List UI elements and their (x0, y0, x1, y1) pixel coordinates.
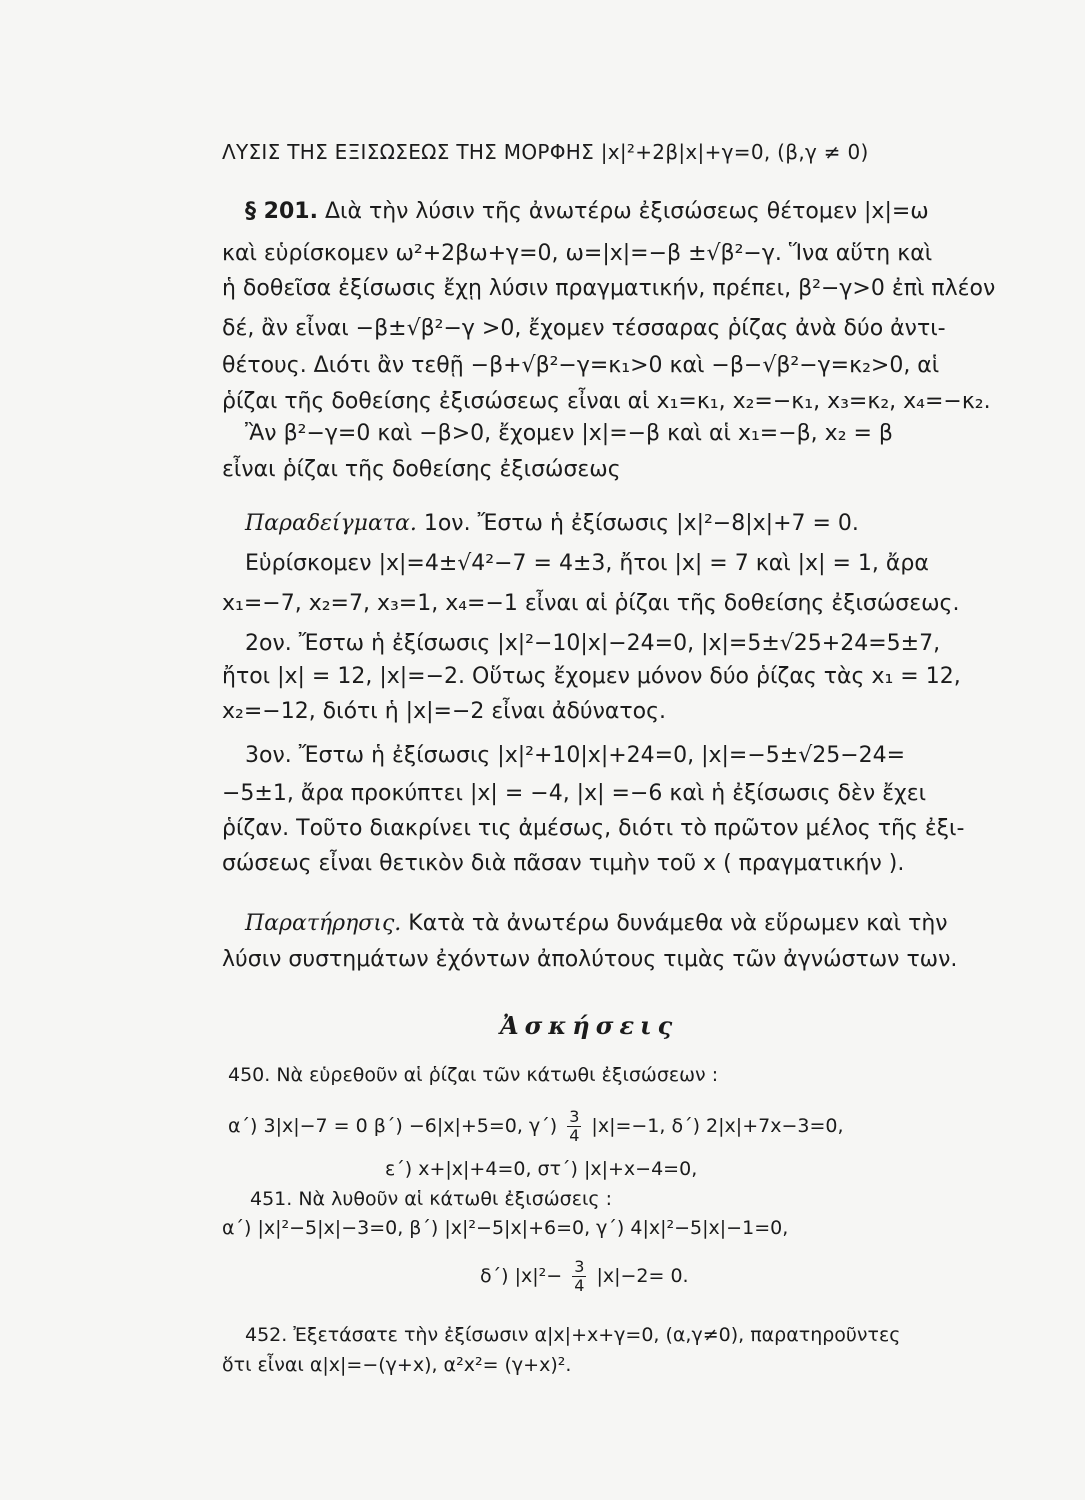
section-text: Διὰ τὴν λύσιν τῆς ἀνωτέρω ἐξισώσεως θέτομεν |x|=ω (324, 199, 929, 224)
remark-label: Παρατήρησις. (245, 911, 402, 936)
exercise-452-line-1: 452. Ἐξετάσατε τὴν ἐξίσωσιν α|x|+x+γ=0, (α,γ≠0), παρατηροῦντες (245, 1324, 901, 1346)
section-201-line-3: ἡ δοθεῖσα ἐξίσωσις ἔχῃ λύσιν πραγματικήν, πρέπει, β²−γ>0 ἐπὶ πλέον (222, 276, 996, 301)
examples-line-3: x₁=−7, x₂=7, x₃=1, x₄=−1 εἶναι αἱ ῥίζαι τῆς δοθείσης ἐξισώσεως. (222, 591, 960, 616)
remark-text: Κατὰ τὰ ἀνωτέρω δυνάμεθα νὰ εὕρωμεν καὶ τὴν (408, 911, 948, 936)
exercise-451-row-2-part-a: δ΄) |x|²− (480, 1265, 563, 1287)
examples-line-8: −5±1, ἄρα προκύπτει |x| = −4, |x| =−6 καὶ ἡ ἐξίσωσις δὲν ἔχει (222, 781, 927, 806)
section-201-line-5: θέτους. Διότι ἂν τεθῇ −β+√β²−γ=κ₁>0 καὶ −β−√β²−γ=κ₂>0, αἱ (222, 353, 940, 378)
examples-line-5: ἤτοι |x| = 12, |x|=−2. Οὕτως ἔχομεν μόνον δύο ῥίζας τὰς x₁ = 12, (222, 664, 961, 689)
examples-line-6: x₂=−12, διότι ἡ |x|=−2 εἶναι ἀδύνατος. (222, 699, 667, 724)
fraction-numerator: 3 (569, 1107, 580, 1126)
exercises-heading: Ἀσκήσεις (500, 1011, 679, 1040)
exercise-451-intro: 451. Νὰ λυθοῦν αἱ κάτωθι ἐξισώσεις : (250, 1188, 612, 1210)
examples-line-4: 2ον. Ἔστω ἡ ἐξίσωσις |x|²−10|x|−24=0, |x|=5±√25+24=5±7, (245, 631, 941, 656)
exercise-452-line-2: ὅτι εἶναι α|x|=−(γ+x), α²x²= (γ+x)². (222, 1354, 572, 1376)
exercise-450-row-1 (228, 1108, 844, 1145)
exercise-450-intro: 450. Νὰ εὑρεθοῦν αἱ ῥίζαι τῶν κάτωθι ἐξισώσεων : (228, 1064, 719, 1086)
examples-line-10: σώσεως εἶναι θετικὸν διὰ πᾶσαν τιμὴν τοῦ x ( πραγματικήν ). (222, 851, 905, 876)
remark-line-2: λύσιν συστημάτων ἐχόντων ἀπολύτους τιμὰς τῶν ἀγνώστων των. (222, 947, 958, 972)
examples-text: 1ον. Ἔστω ἡ ἐξίσωσις |x|²−8|x|+7 = 0. (423, 511, 859, 536)
page-title: ΛΥΣΙΣ ΤΗΣ ΕΞΙΣΩΣΕΩΣ ΤΗΣ ΜΟΡΦΗΣ |x|²+2β|x|+γ=0, (β,γ ≠ 0) (222, 140, 869, 164)
fraction-three-quarters (567, 1108, 581, 1145)
fraction-three-quarters (572, 1258, 586, 1295)
exercise-451-row-1: α΄) |x|²−5|x|−3=0, β΄) |x|²−5|x|+6=0, γ΄) 4|x|²−5|x|−1=0, (222, 1217, 789, 1239)
examples-line-2: Εὑρίσκομεν |x|=4±√4²−7 = 4±3, ἤτοι |x| = 7 καὶ |x| = 1, ἄρα (245, 551, 929, 576)
section-201-line-8: εἶναι ῥίζαι τῆς δοθείσης ἐξισώσεως (222, 457, 621, 482)
fraction-denominator: 4 (574, 1276, 585, 1295)
section-201-line-2: καὶ εὑρίσκομεν ω²+2βω+γ=0, ω=|x|=−β ±√β²−γ. Ἵνα αὕτη καὶ (222, 241, 933, 266)
examples-line-1 (245, 510, 859, 538)
section-number: § 201. (245, 199, 318, 224)
exercise-451-row-2 (480, 1258, 689, 1295)
section-201-line-4: δέ, ἂν εἶναι −β±√β²−γ >0, ἔχομεν τέσσαρας ῥίζας ἀνὰ δύο ἀντι- (222, 316, 946, 341)
remark-line-1 (245, 910, 948, 938)
section-201-line-1 (245, 198, 929, 226)
exercise-450-row-1-part-b: |x|=−1, δ΄) 2|x|+7x−3=0, (591, 1115, 844, 1137)
examples-line-7: 3ον. Ἔστω ἡ ἐξίσωσις |x|²+10|x|+24=0, |x|=−5±√25−24= (245, 743, 906, 768)
fraction-numerator: 3 (574, 1257, 585, 1276)
exercise-450-row-2: ε΄) x+|x|+4=0, στ΄) |x|+x−4=0, (385, 1158, 698, 1180)
exercise-451-row-2-part-b: |x|−2= 0. (596, 1265, 689, 1287)
examples-label: Παραδείγματα. (245, 511, 417, 536)
section-201-line-7: Ἂν β²−γ=0 καὶ −β>0, ἔχομεν |x|=−β καὶ αἱ x₁=−β, x₂ = β (245, 421, 893, 446)
exercise-450-row-1-part-a: α΄) 3|x|−7 = 0 β΄) −6|x|+5=0, γ΄) (228, 1115, 558, 1137)
examples-line-9: ῥίζαν. Τοῦτο διακρίνει τις ἀμέσως, διότι τὸ πρῶτον μέλος τῆς ἐξι- (222, 816, 965, 841)
fraction-denominator: 4 (569, 1126, 580, 1145)
section-201-line-6: ῥίζαι τῆς δοθείσης ἐξισώσεως εἶναι αἱ x₁=κ₁, x₂=−κ₁, x₃=κ₂, x₄=−κ₂. (222, 389, 991, 414)
